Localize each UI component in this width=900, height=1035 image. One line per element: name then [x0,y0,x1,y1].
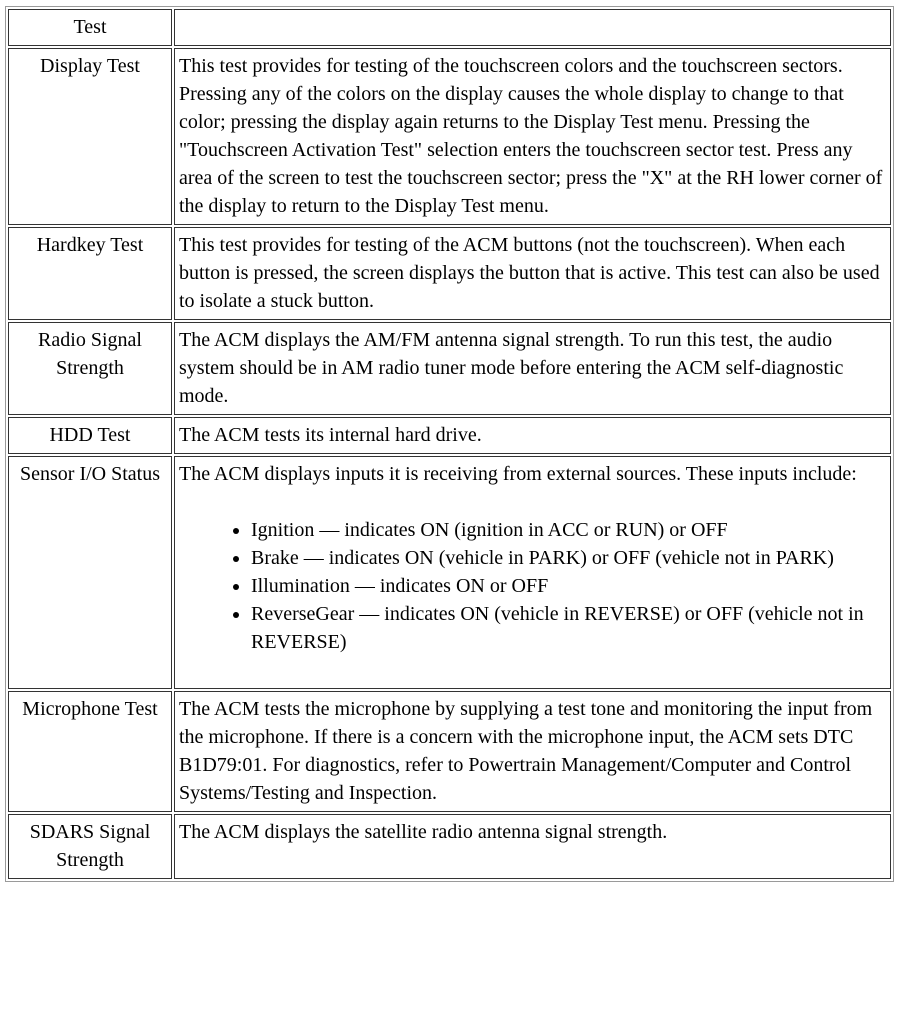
table-row [8,227,891,320]
test-name: SDARS Signal Strength [8,814,172,879]
test-description: The ACM displays inputs it is receiving from external sources. These inputs include: [179,463,857,485]
list-item: • Brake — indicates ON (vehicle in PARK) or OFF (vehicle not in PARK) [251,544,886,572]
table-row [8,691,891,812]
header-description [174,9,891,46]
test-name: HDD Test [8,417,172,454]
paragraph-gap [179,488,886,516]
test-name: Sensor I/O Status [8,456,172,689]
test-name: Radio Signal Strength [8,322,172,415]
test-description: The ACM tests the microphone by supplying a test tone and monitoring the input from the microphone. If there is a concern with the microphone input, the ACM sets DTC B1D79:01. For diagnostics, refer to Powertrain Management/Computer and Control Systems/Testing and Inspection. [174,691,891,812]
list-item: • Ignition — indicates ON (ignition in ACC or RUN) or OFF [251,516,886,544]
test-name: Hardkey Test [8,227,172,320]
paragraph-gap [179,656,886,684]
list-item: • ReverseGear — indicates ON (vehicle in REVERSE) or OFF (vehicle not in REVERSE) [251,600,886,656]
table-header-row [8,9,891,46]
test-name: Display Test [8,48,172,225]
diagnostic-test-table [5,6,894,882]
test-description: This test provides for testing of the ACM buttons (not the touchscreen). When each button is pressed, the screen displays the button that is active. This test can also be used to isolate a stuck button. [174,227,891,320]
test-description: The ACM tests its internal hard drive. [174,417,891,454]
test-name: Microphone Test [8,691,172,812]
table-row [8,417,891,454]
test-description: This test provides for testing of the touchscreen colors and the touchscreen sectors. Pressing any of the colors on the display causes the whole display to change to that color; pressing the display again returns to the Display Test menu. Pressing the "Touchscreen Activation Test" selection enters the touchscreen sector test. Press any area of the screen to test the touchscreen sector; press the "X" at the RH lower corner of the display to return to the Display Test menu. [174,48,891,225]
list-item: • Illumination — indicates ON or OFF [251,572,886,600]
table-row [8,456,891,689]
table-row [8,814,891,879]
table-row [8,322,891,415]
sensor-input-list [179,516,886,656]
table-row [8,48,891,225]
test-description: The ACM displays the satellite radio antenna signal strength. [174,814,891,879]
test-description-cell [174,456,891,689]
test-description: The ACM displays the AM/FM antenna signal strength. To run this test, the audio system should be in AM radio tuner mode before entering the ACM self-diagnostic mode. [174,322,891,415]
header-test: Test [8,9,172,46]
